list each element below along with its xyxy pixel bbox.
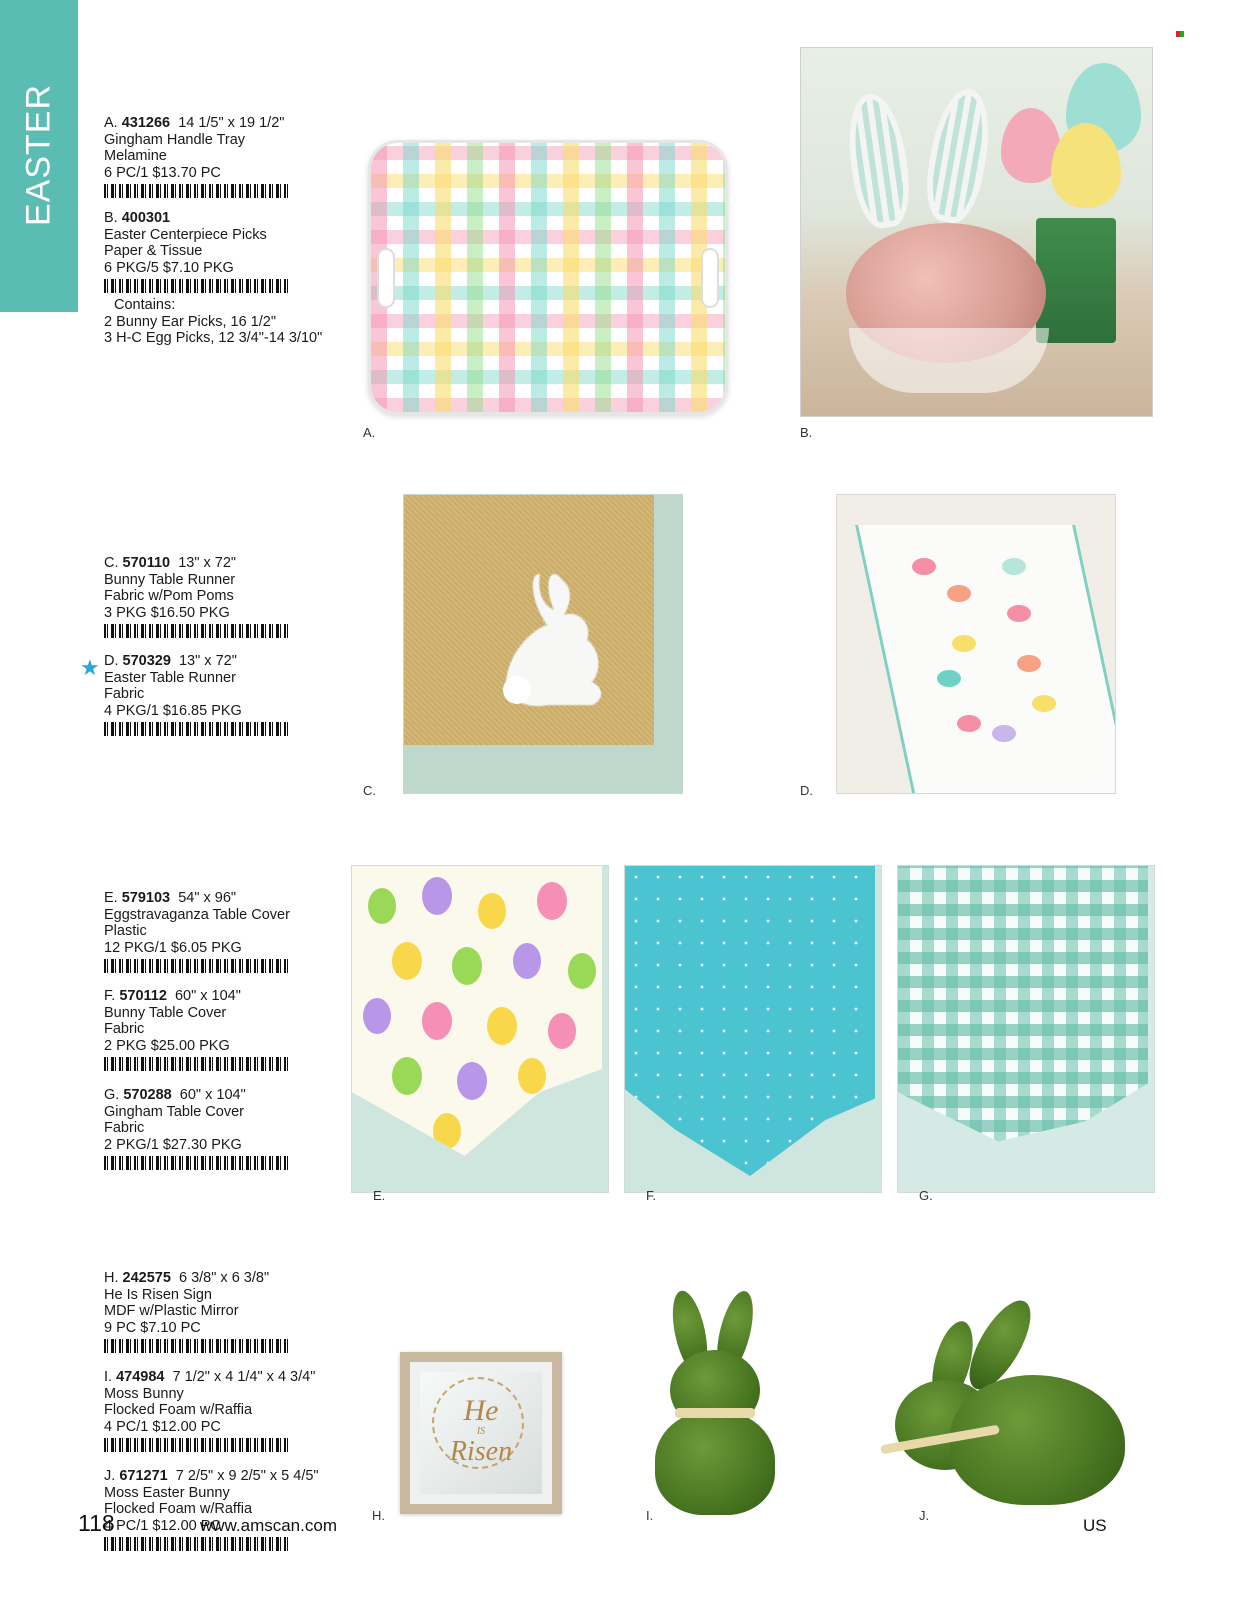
- item-name: Eggstravaganza Table Cover: [104, 906, 290, 923]
- white-runner: [855, 525, 1116, 794]
- egg-dot: [1007, 605, 1031, 622]
- item-code: 671271: [119, 1468, 168, 1484]
- product-image-egg-table-cover: [351, 865, 609, 1193]
- item-name: Bunny Table Runner: [104, 571, 236, 588]
- item-code: 570110: [122, 555, 171, 571]
- glass-bowl: [849, 328, 1049, 393]
- item-price: 6 PKG/5 $7.10 PKG: [104, 259, 234, 276]
- bunny-ear-pick: [920, 84, 998, 226]
- item-price: 4 PC/1 $12.00 PC: [104, 1418, 221, 1435]
- corner-mark: [1176, 31, 1184, 37]
- item-contains-line: 2 Bunny Ear Picks, 16 1/2": [104, 313, 276, 330]
- sign-text-is: IS: [476, 1426, 486, 1437]
- barcode: [104, 1537, 290, 1551]
- egg-dot: [1032, 695, 1056, 712]
- sign-text-he: He: [463, 1394, 499, 1427]
- caption-c: C.: [363, 783, 376, 798]
- product-image-risen-sign: [400, 1352, 562, 1514]
- caption-j: J.: [919, 1508, 930, 1523]
- item-a-details: A. 431266 14 1/5" x 19 1/2" Gingham Handle Tray Melamine 6 PC/1 $13.70 PC: [104, 115, 344, 202]
- item-name: Moss Bunny: [104, 1385, 184, 1402]
- sign-text-risen: Risen: [449, 1436, 513, 1467]
- caption-g: G.: [919, 1188, 933, 1203]
- item-material: Plastic: [104, 923, 147, 939]
- item-code: 570329: [122, 653, 171, 669]
- section-tab: [0, 0, 78, 312]
- product-image-centerpiece: [800, 47, 1153, 417]
- item-material: Fabric w/Pom Poms: [104, 588, 234, 604]
- moss-body: [950, 1375, 1125, 1505]
- barcode: [104, 624, 290, 638]
- moss-body: [655, 1410, 775, 1515]
- barcode: [104, 1057, 290, 1071]
- item-name: Gingham Table Cover: [104, 1103, 244, 1120]
- item-material: Fabric: [104, 1120, 145, 1136]
- item-name: He Is Risen Sign: [104, 1286, 212, 1303]
- item-j-details: J. 671271 7 2/5" x 9 2/5" x 5 4/5" Moss Easter Bunny Flocked Foam w/Raffia 4 PC/1 $12.00 PC: [104, 1468, 344, 1555]
- item-code: 474984: [116, 1369, 165, 1385]
- egg-pattern-cloth: [352, 866, 602, 1156]
- product-image-gingham-table-cover: [897, 865, 1155, 1193]
- item-material: Fabric: [104, 686, 145, 702]
- item-name: Easter Centerpiece Picks: [104, 226, 267, 243]
- item-d-details: D. 570329 13" x 72" Easter Table Runner Fabric 4 PKG/1 $16.85 PKG: [104, 653, 344, 740]
- item-material: MDF w/Plastic Mirror: [104, 1303, 239, 1319]
- barcode: [104, 722, 290, 736]
- item-name: Gingham Handle Tray: [104, 131, 246, 148]
- new-item-star-icon: ★: [80, 655, 100, 680]
- egg-dot: [952, 635, 976, 652]
- egg-dot: [947, 585, 971, 602]
- product-image-bunny-runner: [403, 494, 683, 794]
- item-price: 3 PKG $16.50 PKG: [104, 604, 230, 621]
- item-code: 570112: [119, 988, 167, 1004]
- bunny-pattern-cloth: [625, 866, 875, 1176]
- product-image-egg-runner: [836, 494, 1116, 794]
- item-name: Easter Table Runner: [104, 669, 236, 686]
- item-g-details: G. 570288 60" x 104" Gingham Table Cover Fabric 2 PKG/1 $27.30 PKG: [104, 1087, 344, 1174]
- item-material: Melamine: [104, 148, 167, 164]
- item-code: 579103: [121, 890, 171, 906]
- item-code: 431266: [121, 115, 171, 131]
- item-price: 9 PC $7.10 PC: [104, 1319, 201, 1336]
- caption-b: B.: [800, 425, 813, 440]
- item-h-details: H. 242575 6 3/8" x 6 3/8" He Is Risen Sign MDF w/Plastic Mirror 9 PC $7.10 PC: [104, 1270, 344, 1357]
- bunny-ear-pick: [842, 90, 915, 231]
- caption-a: A.: [363, 425, 376, 440]
- barcode: [104, 959, 290, 973]
- item-name: Bunny Table Cover: [104, 1004, 227, 1021]
- item-contains-line: 3 H-C Egg Picks, 12 3/4"-14 3/10": [104, 330, 323, 346]
- barcode: [104, 279, 290, 293]
- bunny-silhouette-icon: [492, 570, 607, 710]
- item-f-details: F. 570112 60" x 104" Bunny Table Cover Fabric 2 PKG $25.00 PKG: [104, 988, 344, 1075]
- barcode: [104, 1339, 290, 1353]
- item-price: 12 PKG/1 $6.05 PKG: [104, 939, 242, 956]
- item-code: 570288: [123, 1087, 172, 1103]
- item-code: 242575: [122, 1270, 171, 1286]
- caption-h: H.: [372, 1508, 385, 1523]
- product-image-tray: [368, 140, 728, 415]
- egg-dot: [912, 558, 936, 575]
- caption-e: E.: [373, 1188, 386, 1203]
- egg-dot: [1002, 558, 1026, 575]
- easter-grass: [1036, 218, 1116, 343]
- product-image-bunny-table-cover: [624, 865, 882, 1193]
- item-e-details: E. 579103 54" x 96" Eggstravaganza Table Cover Plastic 12 PKG/1 $6.05 PKG: [104, 890, 344, 977]
- item-price: 4 PKG/1 $16.85 PKG: [104, 702, 242, 719]
- caption-i: I.: [646, 1508, 654, 1523]
- egg-dot: [957, 715, 981, 732]
- item-code: 400301: [121, 210, 171, 226]
- item-name: Moss Easter Bunny: [104, 1484, 230, 1501]
- egg-dot: [937, 670, 961, 687]
- item-price: 2 PKG $25.00 PKG: [104, 1037, 230, 1054]
- tray-handle-right: [701, 248, 719, 308]
- egg-dot: [992, 725, 1016, 742]
- gingham-cloth: [898, 866, 1148, 1156]
- section-tab-label: EASTER: [19, 83, 58, 227]
- item-price: 6 PC/1 $13.70 PC: [104, 164, 221, 181]
- item-i-details: I. 474984 7 1/2" x 4 1/4" x 4 3/4" Moss Bunny Flocked Foam w/Raffia 4 PC/1 $12.00 PC: [104, 1369, 344, 1456]
- product-image-moss-easter-bunny: [875, 1295, 1130, 1515]
- egg-dot: [1017, 655, 1041, 672]
- item-contains-heading: Contains:: [114, 297, 176, 313]
- item-material: Flocked Foam w/Raffia: [104, 1501, 253, 1517]
- barcode: [104, 1156, 290, 1170]
- item-material: Paper & Tissue: [104, 243, 203, 259]
- product-image-moss-bunny: [640, 1290, 800, 1520]
- website-link[interactable]: www.amscan.com: [200, 1516, 337, 1535]
- caption-d: D.: [800, 783, 813, 798]
- item-material: Fabric: [104, 1021, 145, 1037]
- caption-f: F.: [646, 1188, 657, 1203]
- barcode: [104, 184, 290, 198]
- item-price: 2 PKG/1 $27.30 PKG: [104, 1136, 242, 1153]
- raffia-bow: [675, 1408, 755, 1418]
- page-number: 118: [78, 1510, 115, 1536]
- region-label: US: [1083, 1516, 1107, 1535]
- item-price: 4 PC/1 $12.00 PC: [104, 1517, 221, 1534]
- item-b-details: B. 400301 Easter Centerpiece Picks Paper & Tissue 6 PKG/5 $7.10 PKG Contains: 2 Bunny Ear Picks, 16 1/2" 3 H-C Egg Picks, 12 3/4"-14 3/10": [104, 210, 344, 347]
- barcode: [104, 1438, 290, 1452]
- item-material: Flocked Foam w/Raffia: [104, 1402, 253, 1418]
- tray-handle-left: [377, 248, 395, 308]
- item-c-details: C. 570110 13" x 72" Bunny Table Runner Fabric w/Pom Poms 3 PKG $16.50 PKG: [104, 555, 344, 642]
